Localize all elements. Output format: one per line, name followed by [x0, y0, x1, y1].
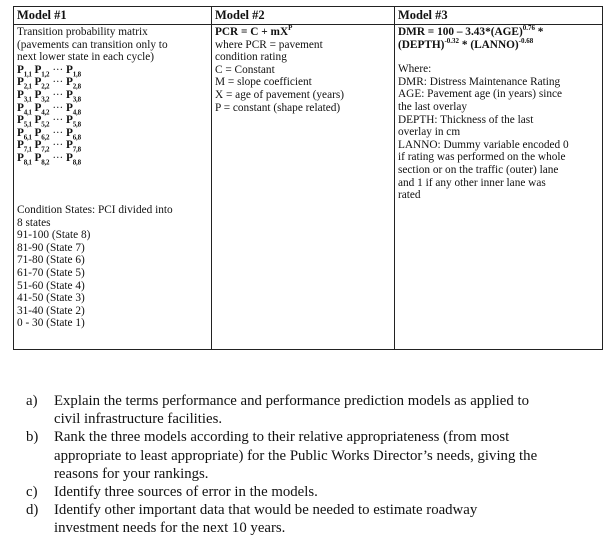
matrix-cell: $P_{4,1}$ [17, 101, 32, 116]
states-count: 8 states [17, 216, 51, 229]
question-text [54, 392, 596, 428]
model1-column [14, 7, 212, 349]
model3-body [395, 25, 602, 202]
condition-states [17, 204, 173, 330]
matrix-dots: ··· [52, 101, 64, 114]
question-label: b) [26, 429, 39, 446]
matrix-cell: $P_{3,1}$ [17, 88, 32, 104]
state-item: 91-100 (State 8) [17, 229, 91, 242]
model3-def-line: the last overlay [398, 100, 468, 113]
question-line: reasons for your rankings. [54, 465, 209, 482]
model2-line: M = slope coefficient [215, 76, 312, 89]
model3-def-line: section or on the traffic (outer) lane [398, 163, 559, 176]
model3-formula-line1 [398, 26, 599, 39]
state-item: 31-40 (State 2) [17, 304, 85, 317]
states-heading: Condition States: PCI divided into [17, 204, 173, 216]
matrix-cell: $P_{8,8}$ [66, 151, 81, 167]
question-label: a) [26, 393, 38, 409]
matrix-cell: $P_{2,2}$ [34, 76, 50, 91]
matrix-cell: $P_{6,2}$ [34, 126, 50, 141]
model3-column [395, 7, 602, 349]
matrix-cell: $P_{2,8}$ [66, 76, 81, 91]
model2-definitions [215, 39, 391, 115]
model2-line: X = age of pavement (years) [215, 88, 345, 101]
matrix-cell: $P_{4,8}$ [66, 101, 81, 116]
matrix-dots: ··· [52, 88, 64, 101]
model3-formula-c: * (LANNO) [459, 38, 519, 51]
question-text [54, 501, 596, 537]
matrix-cell: $P_{6,8}$ [66, 126, 81, 141]
matrix-row [17, 64, 208, 77]
model2-line: P = constant (shape related) [215, 101, 341, 114]
matrix-dots: ··· [52, 63, 64, 76]
question-item [26, 428, 596, 483]
model3-def-line: LANNO: Dummy variable encoded 0 [398, 138, 569, 151]
matrix-cell: $P_{7,2}$ [34, 139, 50, 154]
model3-def-line: DMR: Distress Maintenance Rating [398, 75, 561, 88]
transition-matrix [17, 64, 208, 165]
model2-formula [215, 26, 391, 39]
model3-def-line: and 1 if any other inner lane was [398, 176, 546, 189]
matrix-cell: $P_{8,2}$ [34, 151, 50, 167]
matrix-row [17, 114, 208, 127]
matrix-cell: $P_{3,2}$ [34, 88, 50, 104]
states-list [17, 229, 173, 330]
matrix-cell: $P_{5,2}$ [34, 114, 50, 129]
question-item [26, 392, 596, 428]
model3-formula-a: DMR = 100 – 3.43*(AGE) [398, 26, 523, 38]
matrix-row [17, 127, 208, 140]
matrix-dots: ··· [52, 76, 64, 89]
model3-def-line: if rating was performed on the whole [398, 151, 566, 164]
question-text [54, 428, 596, 483]
matrix-row [17, 102, 208, 115]
model2-body [212, 25, 394, 114]
matrix-row [17, 152, 208, 165]
model2-formula-base: PCR = C + mX [215, 26, 289, 38]
matrix-cell: $P_{8,1}$ [17, 151, 32, 167]
matrix-row [17, 89, 208, 102]
state-item: 81-90 (State 7) [17, 241, 85, 254]
matrix-cell: $P_{5,1}$ [17, 114, 32, 129]
state-item: 51-60 (State 4) [17, 279, 85, 292]
matrix-dots: ··· [52, 151, 64, 164]
state-item: 71-80 (State 6) [17, 254, 85, 267]
model3-formula-star: * [534, 26, 544, 38]
model3-exp-age: 0.76 [522, 24, 535, 33]
question-line: Identify three sources of error in the models. [54, 484, 318, 501]
question-line: civil infrastructure facilities. [54, 411, 223, 428]
matrix-cell: $P_{3,8}$ [66, 88, 81, 104]
matrix-cell: $P_{7,8}$ [66, 139, 81, 154]
question-line: appropriate to least appropriate) for the Public Works Director’s needs, giving the [54, 447, 538, 464]
model1-desc-line: next lower state in each cycle) [17, 51, 155, 64]
question-label: d) [26, 502, 39, 519]
matrix-cell: $P_{2,1}$ [17, 76, 32, 91]
model2-line: where PCR = pavement [215, 38, 323, 51]
question-line: investment needs for the next 10 years. [54, 520, 286, 537]
question-line: Rank the three models according to their relative appropriateness (from most [54, 429, 510, 446]
model3-def-line: AGE: Pavement age (in years) since [398, 88, 563, 101]
state-item: 61-70 (State 5) [17, 266, 85, 279]
matrix-row [17, 139, 208, 152]
model3-formula-b: (DEPTH) [398, 38, 445, 51]
matrix-cell: $P_{1,1}$ [17, 63, 32, 79]
question-item [26, 483, 596, 501]
model3-formula-line2 [398, 36, 599, 52]
model1-title: Model #1 [14, 7, 211, 25]
matrix-cell: $P_{6,1}$ [17, 126, 32, 141]
matrix-dots: ··· [52, 114, 64, 127]
model3-def-line: DEPTH: Thickness of the last [398, 113, 534, 126]
matrix-cell: $P_{7,1}$ [17, 139, 32, 154]
model3-exp-depth: -0.32 [444, 36, 460, 45]
model1-desc-line: (pavements can transition only to [17, 38, 168, 51]
models-table [13, 6, 603, 350]
question-line: Identify other important data that would be needed to estimate roadway [54, 502, 478, 519]
question-line: Explain the terms performance and performance prediction models as applied to [54, 393, 529, 409]
question-item [26, 501, 596, 537]
model3-title: Model #3 [395, 7, 602, 25]
question-text [54, 483, 596, 501]
matrix-row [17, 76, 208, 89]
model2-formula-exponent: P [288, 24, 293, 33]
model3-definitions [398, 76, 599, 202]
matrix-dots: ··· [52, 126, 64, 139]
state-item: 41-50 (State 3) [17, 292, 85, 305]
model3-def-line: overlay in cm [398, 126, 461, 139]
matrix-dots: ··· [52, 139, 64, 152]
questions-list [26, 392, 596, 538]
state-item: 0 - 30 (State 1) [17, 317, 85, 330]
model2-line: condition rating [215, 51, 287, 64]
matrix-cell: $P_{1,8}$ [66, 63, 81, 79]
model1-desc-line: Transition probability matrix [17, 26, 148, 38]
question-label: c) [26, 484, 38, 501]
model3-def-line: rated [398, 189, 421, 202]
model2-title: Model #2 [212, 7, 394, 25]
matrix-cell: $P_{1,2}$ [34, 63, 50, 79]
model3-where: Where: [398, 63, 432, 76]
model2-column [212, 7, 395, 349]
model3-exp-lanno: -0.68 [518, 36, 534, 45]
model2-line: C = Constant [215, 63, 275, 76]
model1-body [14, 25, 211, 165]
matrix-cell: $P_{4,2}$ [34, 101, 50, 116]
matrix-cell: $P_{5,8}$ [66, 114, 81, 129]
